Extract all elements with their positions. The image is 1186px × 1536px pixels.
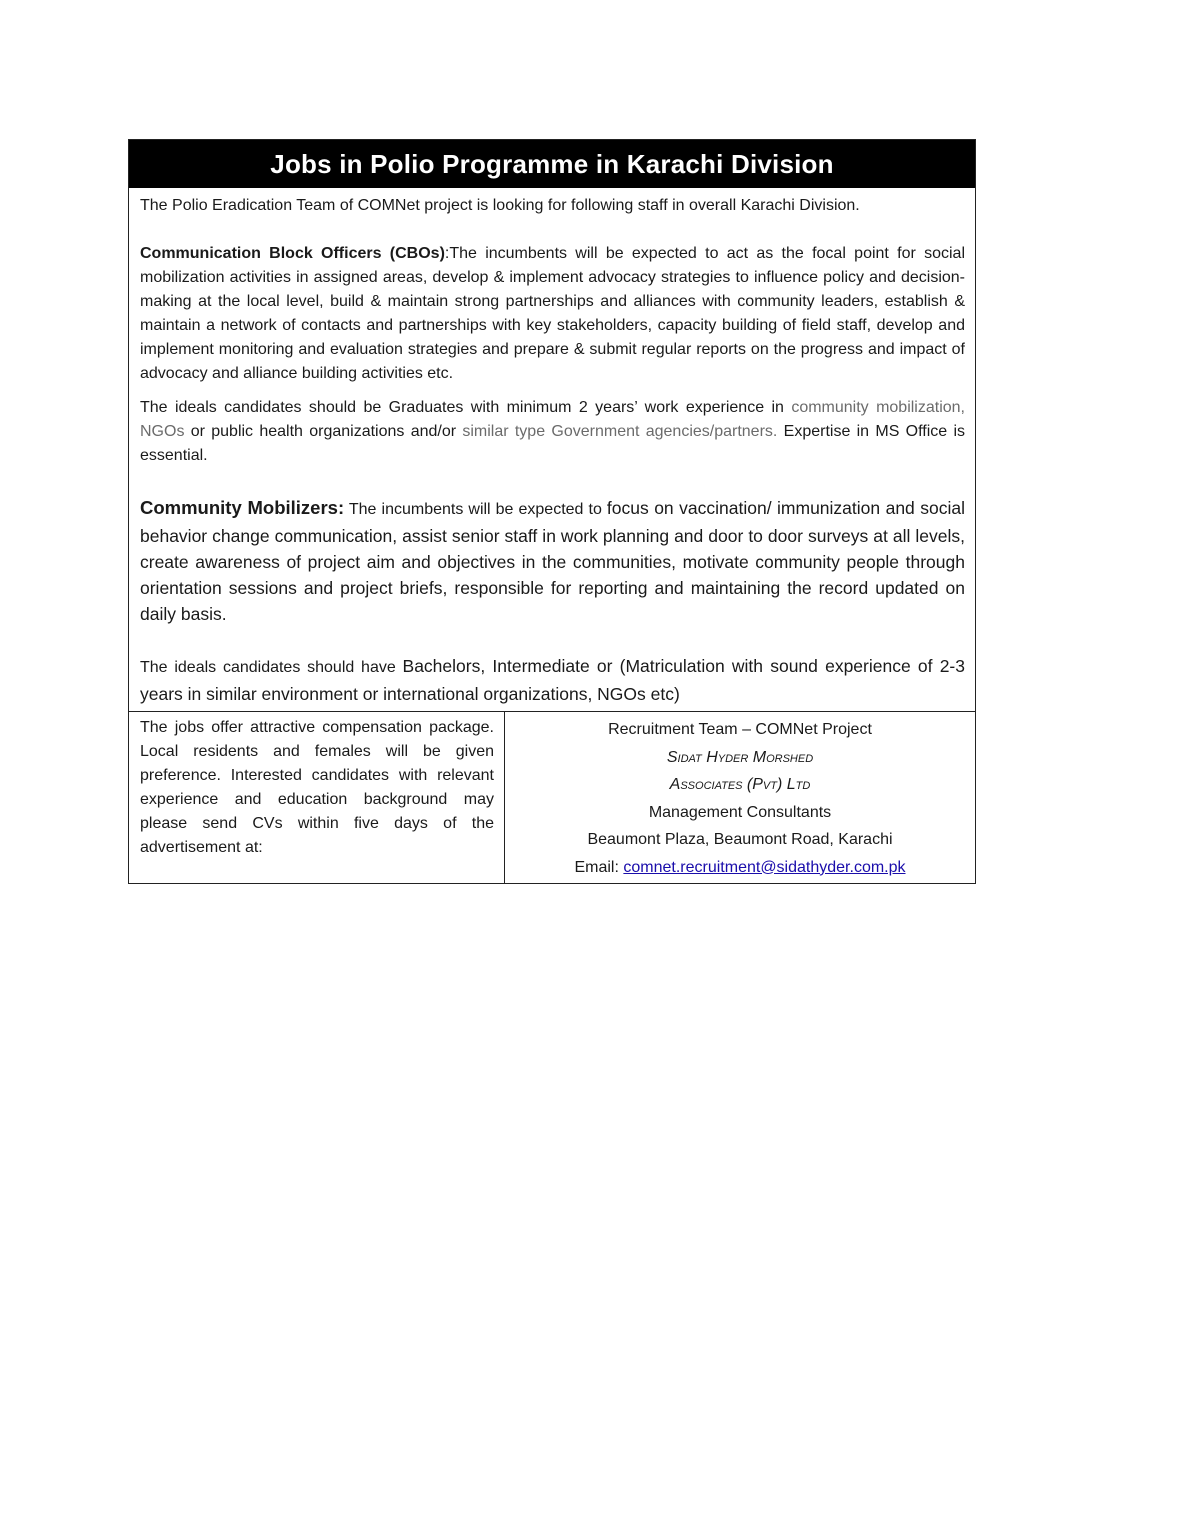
consultants-label: Management Consultants — [648, 803, 832, 821]
job-advertisement — [128, 139, 976, 884]
address: Beaumont Plaza, Beaumont Road, Karachi — [587, 831, 893, 848]
cbo-ideal-lead: The ideals candidates should be Graduates with minimum 2 years’ work experience in — [140, 399, 792, 416]
recruitment-team: Recruitment Team – COMNet Project — [608, 721, 872, 738]
email-label: Email: — [574, 858, 624, 876]
cbo-heading: Communication Block Officers (CBOs) — [140, 245, 445, 262]
application-instructions: The jobs offer attractive compensation package. Local residents and females will be given preference. Interested candidates with relevant experience and education background may please send CVs within five days of the advertisement at: — [129, 712, 505, 883]
cm-heading: Community Mobilizers: — [140, 497, 345, 518]
cbo-ideal-muted-2: similar type Government agencies/partners. — [462, 423, 778, 440]
cm-ideal-lead: The ideals candidates should have — [140, 659, 403, 676]
cbo-description: :The incumbents will be expected to act as the focal point for social mobilization activities in assigned areas, develop & implement advocacy strategies to influence policy and decision-making at the local level, build & maintain strong partnerships and alliances with community leaders, establish & maintain a network of contacts and partnerships with key stakeholders, capacity building of field staff, develop and implement monitoring and evaluation strategies and prepare & submit regular reports on the progress and impact of advocacy and alliance building activities etc. — [140, 245, 966, 382]
ad-body — [129, 188, 975, 711]
cbo-paragraph — [140, 242, 965, 386]
intro-text: The Polio Eradication Team of COMNet project is looking for following staff in overall Karachi Division. — [140, 197, 860, 214]
ad-footer — [129, 711, 975, 883]
cbo-ideal-paragraph — [140, 396, 965, 468]
cbo-ideal-mid: or public health organizations and/or — [184, 423, 463, 440]
email-link[interactable]: comnet.recruitment@sidathyder.com.pk — [623, 858, 906, 876]
company-name-line1: Sidat Hyder Morshed — [666, 748, 814, 766]
ad-title: Jobs in Polio Programme in Karachi Division — [129, 140, 975, 188]
cm-ideal-rest: Bachelors, Intermediate or (Matriculation with sound experience of 2-3 years in similar environment or international organizations, NGOs etc) — [140, 656, 965, 704]
email-line — [511, 854, 969, 882]
cm-description: focus on vaccination/ immunization and social behavior change communication, assist senior staff in work planning and door to door surveys at all levels, create awareness of project aim and objectives in the communities, motivate community people through orientation sessions and project briefs, responsible for reporting and maintaining the record updated on daily basis. — [140, 498, 965, 624]
cm-lead: The incumbents will be expected to — [344, 501, 607, 518]
cbo-ideal-muted-1: community mobilization, NGOs — [140, 399, 965, 440]
cbo-ideal-end: Expertise in MS Office is essential. — [140, 423, 966, 464]
company-name-line2: Associates (Pvt) Ltd — [669, 776, 811, 793]
cm-ideal-paragraph — [140, 653, 965, 707]
cm-paragraph — [140, 495, 965, 627]
contact-block — [505, 712, 975, 883]
